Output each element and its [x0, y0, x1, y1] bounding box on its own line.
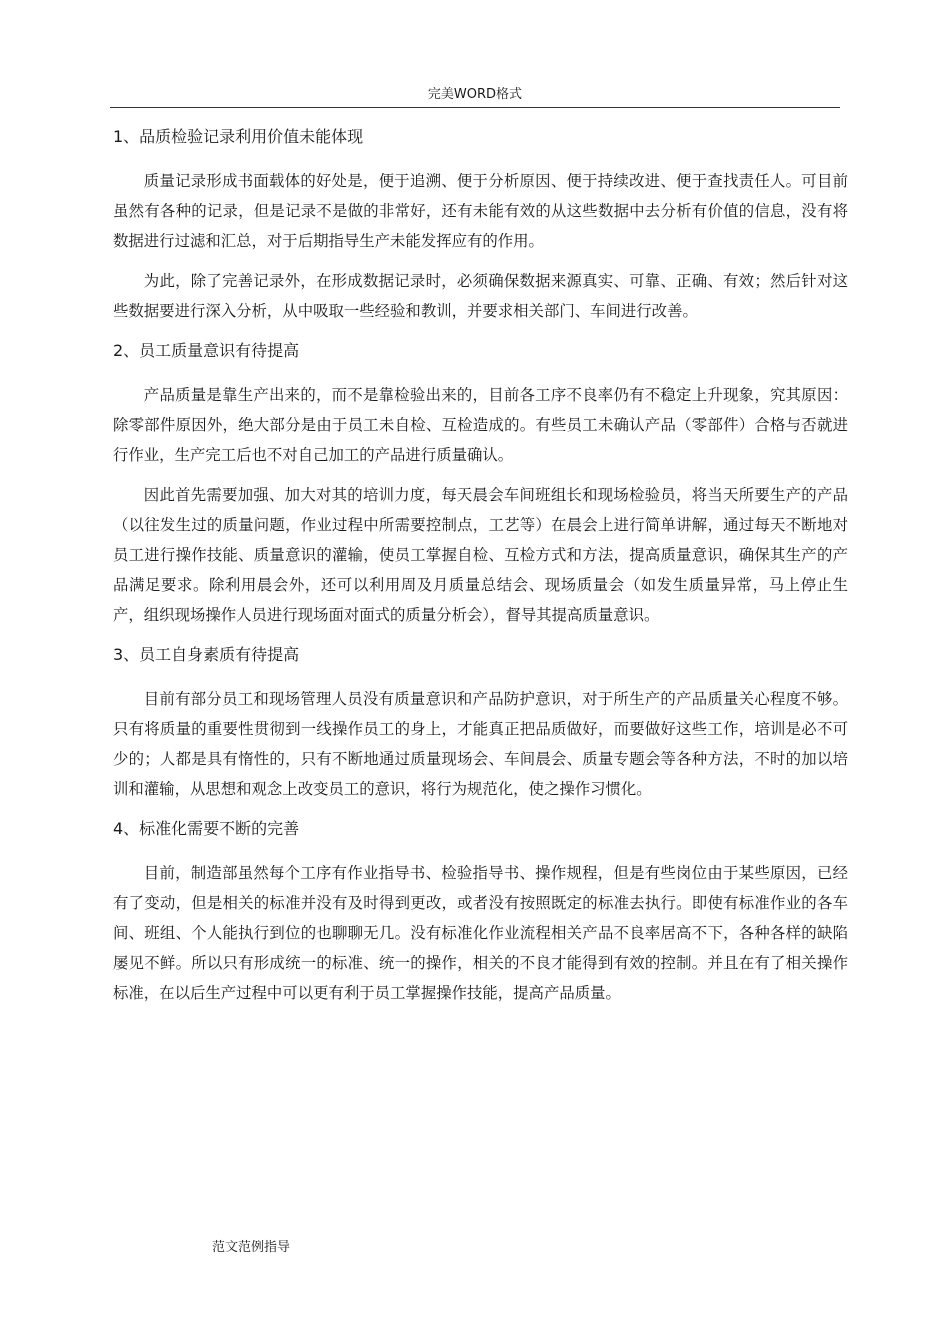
section-heading: 4、标准化需要不断的完善 [113, 819, 300, 838]
section-heading: 1、品质检验记录利用价值未能体现 [113, 127, 364, 146]
section-1 [113, 122, 848, 326]
section-2 [113, 336, 848, 630]
section-heading: 3、员工自身素质有待提高 [113, 645, 300, 664]
paragraph: 因此首先需要加强、加大对其的培训力度，每天晨会车间班组长和现场检验员，将当天所要生产的产品（以往发生过的质量问题，作业过程中所需要控制点，工艺等）在晨会上进行简单讲解，通过每天不断地对员工进行操作技能、质量意识的灌输，使员工掌握自检、互检方式和方法，提高质量意识，确保其生产的产品满足要求。除利用晨会外，还可以利用周及月质量总结会、现场质量会（如发生质量异常，马上停止生产，组织现场操作人员进行现场面对面式的质量分析会），督导其提高质量意识。 [113, 486, 848, 624]
page-footer: 范文范例指导 [212, 1240, 291, 1255]
header-divider [110, 107, 840, 108]
section-heading: 2、员工质量意识有待提高 [113, 341, 300, 360]
paragraph: 产品质量是靠生产出来的，而不是靠检验出来的，目前各工序不良率仍有不稳定上升现象，究其原因：除零部件原因外，绝大部分是由于员工未自检、互检造成的。有些员工未确认产品（零部件）合格与否就进行作业，生产完工后也不对自己加工的产品进行质量确认。 [113, 386, 848, 464]
paragraph: 目前，制造部虽然每个工序有作业指导书、检验指导书、操作规程，但是有些岗位由于某些原因，已经有了变动，但是相关的标准并没有及时得到更改，或者没有按照既定的标准去执行。即使有标准作业的各车间、班组、个人能执行到位的也聊聊无几。没有标准化作业流程相关产品不良率居高不下，各种各样的缺陷屡见不鲜。所以只有形成统一的标准、统一的操作，相关的不良才能得到有效的控制。并且在有了相关操作标准，在以后生产过程中可以更有利于员工掌握操作技能，提高产品质量。 [113, 864, 848, 1002]
paragraph: 质量记录形成书面载体的好处是，便于追溯、便于分析原因、便于持续改进、便于查找责任人。可目前虽然有各种的记录，但是记录不是做的非常好，还有未能有效的从这些数据中去分析有价值的信息，没有将数据进行过滤和汇总，对于后期指导生产未能发挥应有的作用。 [113, 172, 848, 250]
section-4 [113, 814, 848, 1008]
paragraph: 为此，除了完善记录外，在形成数据记录时，必须确保数据来源真实、可靠、正确、有效；然后针对这些数据要进行深入分析，从中吸取一些经验和教训，并要求相关部门、车间进行改善。 [113, 272, 848, 320]
document-body [113, 122, 848, 1018]
paragraph: 目前有部分员工和现场管理人员没有质量意识和产品防护意识，对于所生产的产品质量关心程度不够。只有将质量的重要性贯彻到一线操作员工的身上，才能真正把品质做好，而要做好这些工作，培训是必不可少的；人都是具有惰性的，只有不断地通过质量现场会、车间晨会、质量专题会等各种方法，不时的加以培训和灌输，从思想和观念上改变员工的意识，将行为规范化，使之操作习惯化。 [113, 690, 848, 798]
page-header: 完美WORD格式 [427, 87, 523, 102]
section-3 [113, 640, 848, 804]
